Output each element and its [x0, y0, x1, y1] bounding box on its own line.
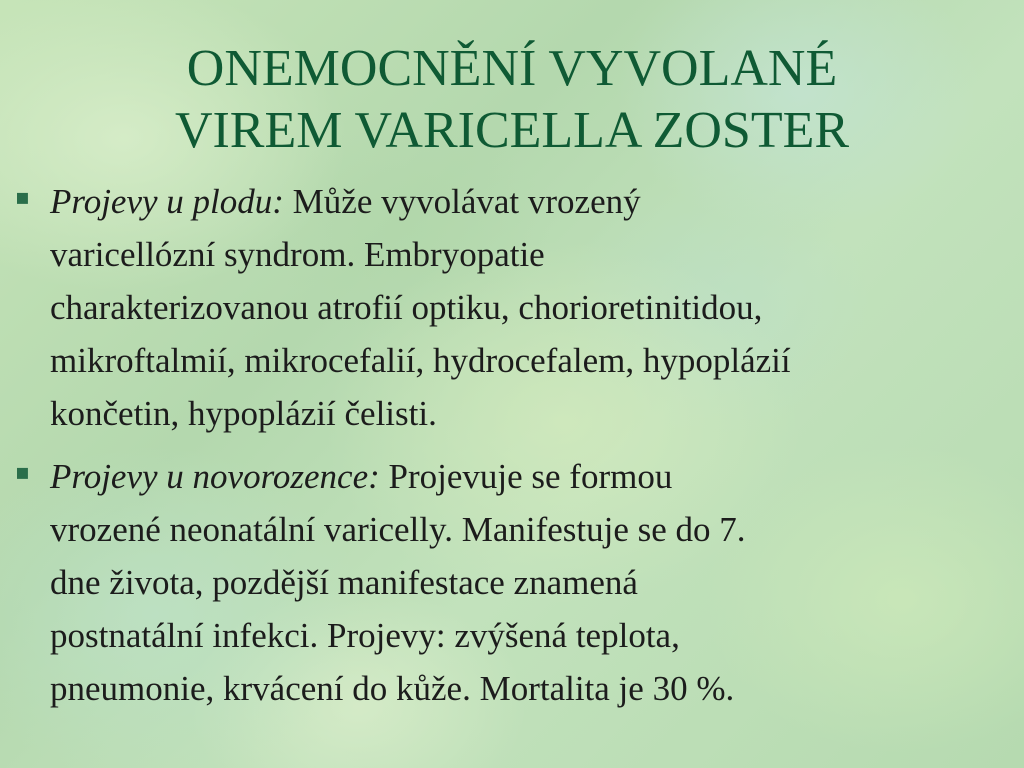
- bullet-line: mikroftalmií, mikrocefalií, hydrocefalem, hypoplázií: [50, 341, 791, 380]
- bullet-line: pneumonie, krvácení do kůže. Mortalita je 30 %.: [50, 669, 735, 708]
- bullet-line: dne života, pozdější manifestace znamená: [50, 563, 638, 602]
- bullet-text: Může vyvolávat vrozený: [292, 182, 641, 221]
- bullet-line: [50, 175, 994, 228]
- square-bullet-icon: ▪: [15, 185, 30, 210]
- bullet-item-fetus: [0, 175, 1024, 440]
- slide-title: [0, 38, 1024, 162]
- bullet-text: Projevuje se formou: [388, 457, 673, 496]
- bullet-line: postnatální infekci. Projevy: zvýšená teplota,: [50, 616, 680, 655]
- bullet-list: [0, 175, 1024, 725]
- bullet-label: Projevy u novorozence:: [50, 457, 380, 496]
- bullet-line: končetin, hypoplázií čelisti.: [50, 394, 437, 433]
- bullet-label: Projevy u plodu:: [50, 182, 284, 221]
- bullet-line: [50, 450, 994, 503]
- slide-title-line-1: ONEMOCNĚNÍ VYVOLANÉ: [186, 40, 838, 97]
- bullet-item-newborn: [0, 450, 1024, 715]
- bullet-line: varicellózní syndrom. Embryopatie: [50, 235, 545, 274]
- slide-title-line-2: VIREM VARICELLA ZOSTER: [174, 102, 850, 159]
- bullet-line: vrozené neonatální varicelly. Manifestuje se do 7.: [50, 510, 746, 549]
- square-bullet-icon: ▪: [15, 460, 30, 485]
- bullet-line: charakterizovanou atrofií optiku, chorioretinitidou,: [50, 288, 763, 327]
